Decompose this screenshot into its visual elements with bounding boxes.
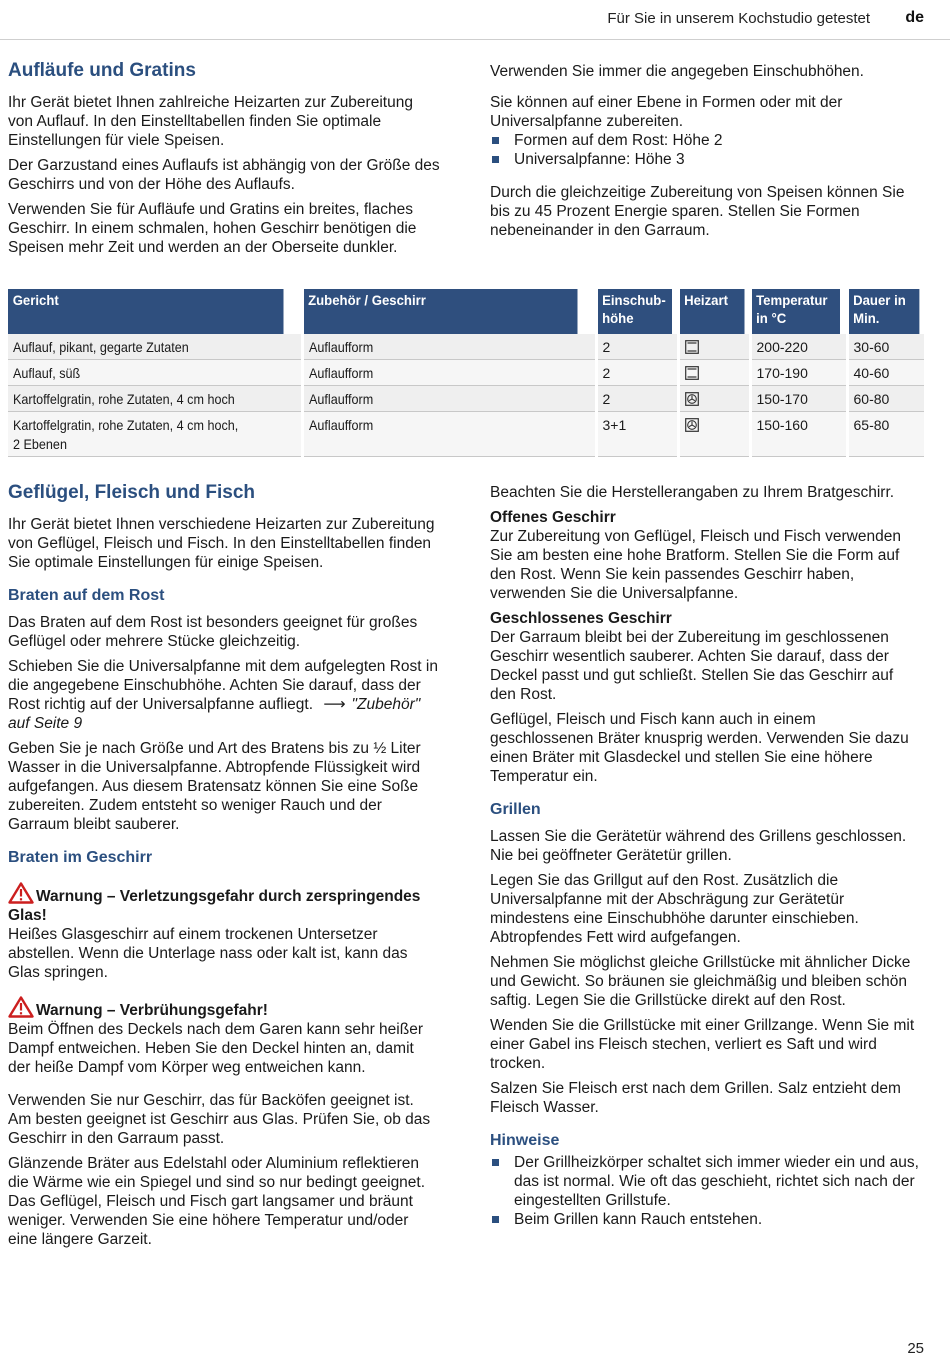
table-row — [8, 360, 924, 386]
list-item: Universalpfanne: Höhe 3 — [490, 150, 922, 169]
warning-triangle-icon — [8, 882, 34, 904]
cell-accessory — [302, 386, 596, 412]
cell-level: 2 — [596, 334, 678, 360]
cell-dish — [8, 412, 302, 457]
accessory-text: Auflaufform — [308, 417, 373, 433]
table-row — [8, 386, 924, 412]
paragraph: Der Garzustand eines Auflaufs ist abhängig von der Größe des Geschirrs und von der Höhe des Auflaufs. — [8, 157, 440, 193]
paragraph-text: Schieben Sie die Universalpfanne mit dem aufgelegten Rost in die angegebene Einschubhöhe. Achten Sie darauf, dass der Rost richtig auf der Universalpfanne aufliegt. — [8, 658, 438, 713]
arrow-right-icon: ⟶ — [323, 696, 346, 713]
paragraph: Das Braten auf dem Rost ist besonders geeignet für großes Geflügel oder mehrere Stücke gleichzeitig. — [8, 614, 418, 650]
header-line: Temperatur — [756, 292, 828, 308]
paragraph: Zur Zubereitung von Geflügel, Fleisch und Fisch verwenden Sie am besten eine hohe Bratform. Stellen Sie die Form auf den Rost. Wenn Sie kein passendes Geschirr haben, verwenden Sie die Universalpfanne. — [490, 528, 901, 602]
subheading-grillen: Grillen — [490, 801, 541, 818]
paragraph: Ihr Gerät bietet Ihnen zahlreiche Heizarten zur Zubereitung von Auflauf. In den Einstelltabellen finden Sie optimale Einstellungen für viele Speisen. — [8, 94, 413, 149]
cell-heat — [678, 334, 750, 360]
warning-block — [8, 882, 440, 982]
subheading-geschlossenes-geschirr: Geschlossenes Geschirr — [490, 610, 672, 627]
table-row — [8, 412, 924, 457]
accessory-text: Auflaufform — [308, 391, 373, 407]
paragraph: Glänzende Bräter aus Edelstahl oder Aluminium reflektieren die Wärme wie ein Spiegel und sind so nur bedingt geeignet. Das Geflügel, Fleisch und Fisch gart langsamer und bräunt weniger. Verwenden Sie eine höhere Temperatur und/oder eine längere Garzeit. — [8, 1155, 426, 1248]
dish-text: Auflauf, süß — [13, 365, 81, 381]
cell-level: 2 — [596, 386, 678, 412]
header-title: Für Sie in unserem Kochstudio getestet — [607, 10, 870, 27]
cell-dish — [8, 360, 302, 386]
warning-title — [8, 996, 440, 1020]
top-bottom-heat-icon — [685, 366, 699, 380]
cell-level: 2 — [596, 360, 678, 386]
cell-accessory — [302, 412, 596, 457]
cell-duration: 60-80 — [847, 386, 924, 412]
dish-text: 2 Ebenen — [13, 436, 67, 452]
table-row — [8, 334, 924, 360]
paragraph: Der Garraum bleibt bei der Zubereitung im geschlossenen Geschirr wesentlich sauberer. Achten Sie darauf, dass der Deckel passt und gut schließt. Stellen Sie das Geschirr auf den Rost. — [490, 629, 894, 703]
paragraph: Ihr Gerät bietet Ihnen verschiedene Heizarten zur Zubereitung von Geflügel, Fleisch und Fisch. In den Einstelltabellen finden Sie optimale Einstellungen für einige Speisen. — [8, 516, 435, 571]
section-aufl-right — [490, 62, 922, 246]
paragraph — [8, 657, 440, 733]
warning-title — [8, 882, 440, 925]
header-divider — [0, 39, 950, 40]
header-line: Min. — [853, 310, 880, 326]
cell-duration: 40-60 — [847, 360, 924, 386]
list-item: Beim Grillen kann Rauch entstehen. — [490, 1210, 922, 1229]
paragraph: Geflügel, Fleisch und Fisch kann auch in einem geschlossenen Bräter knusprig werden. Verwenden Sie dazu einen Bräter mit Glasdeckel und stellen Sie eine höhere Temperatur ein. — [490, 711, 909, 785]
dish-text: Auflauf, pikant, gegarte Zutaten — [13, 339, 189, 355]
cell-temperature: 150-160 — [750, 412, 847, 457]
cell-temperature: 170-190 — [750, 360, 847, 386]
cell-temperature: 150-170 — [750, 386, 847, 412]
accessory-text: Auflaufform — [308, 339, 373, 355]
col-header-temperatur — [750, 289, 841, 334]
cell-heat — [678, 412, 750, 457]
paragraph: Lassen Sie die Gerätetür während des Grillens geschlossen. Nie bei geöffneter Gerätetür grillen. — [490, 828, 907, 864]
cell-temperature: 200-220 — [750, 334, 847, 360]
page-number: 25 — [907, 1340, 924, 1357]
cell-accessory — [302, 360, 596, 386]
col-header-zubehoer: Zubehör / Geschirr — [302, 289, 578, 334]
cell-level: 3+1 — [596, 412, 678, 457]
list-item: Formen auf dem Rost: Höhe 2 — [490, 131, 922, 150]
paragraph: Verwenden Sie immer die angegeben Einschubhöhen. — [490, 63, 864, 80]
settings-table — [8, 289, 924, 457]
subheading-braten-geschirr: Braten im Geschirr — [8, 849, 153, 866]
list-item: Der Grillheizkörper schaltet sich immer wieder ein und aus, das ist normal. Wie oft das geschieht, richtet sich nach der eingestellten Grillstufe. — [490, 1153, 922, 1210]
header-line: Einschub- — [602, 292, 666, 308]
section-title-auflaeufe: Aufläufe und Gratins — [8, 60, 196, 81]
paragraph: Legen Sie das Grillgut auf den Rost. Zusätzlich die Universalpfanne mit der Abschrägung zur Gerätetür mindestens eine Einschubhöhe darunter einschieben. Abtropfendes Fett wird aufgefangen. — [490, 872, 859, 946]
paragraph: Nehmen Sie möglichst gleiche Grillstücke mit ähnlicher Dicke und Gewicht. So bräunen sie gleichmäßig und bleiben schön saftig. Legen Sie die Grillstücke direkt auf den Rost. — [490, 954, 911, 1009]
table-header-row — [8, 289, 924, 334]
bullet-list — [490, 131, 922, 169]
cell-accessory — [302, 334, 596, 360]
cross-reference-text: "Zubehör" auf Seite 9 — [8, 696, 421, 732]
warning-text: Beim Öffnen des Deckels nach dem Garen kann sehr heißer Dampf entweichen. Heben Sie den Deckel hinten an, damit der heiße Dampf vom Körper weg entweichen kann. — [8, 1021, 423, 1076]
accessory-text: Auflaufform — [308, 365, 373, 381]
cell-duration: 30-60 — [847, 334, 924, 360]
cell-dish — [8, 334, 302, 360]
warning-triangle-icon — [8, 996, 34, 1018]
hot-air-icon — [685, 418, 699, 432]
warning-title-text: Warnung – Verbrühungsgefahr! — [36, 1002, 268, 1019]
section-aufl-left — [8, 60, 440, 263]
header-line: höhe — [602, 310, 634, 326]
paragraph: Beachten Sie die Herstellerangaben zu Ihrem Bratgeschirr. — [490, 484, 895, 501]
section-gefluegel-left — [8, 482, 440, 1255]
cell-heat — [678, 386, 750, 412]
col-header-gericht: Gericht — [8, 289, 284, 334]
col-header-einschub — [596, 289, 673, 334]
paragraph: Verwenden Sie für Aufläufe und Gratins ein breites, flaches Geschirr. In einem schmalen, hohen Geschirr benötigen die Speisen mehr Zeit und werden an der Oberseite dunkler. — [8, 201, 417, 256]
subheading-hinweise: Hinweise — [490, 1132, 560, 1149]
paragraph: Wenden Sie die Grillstücke mit einer Grillzange. Wenn Sie mit einer Gabel ins Fleisch stechen, verliert es Saft und wird trocken. — [490, 1017, 915, 1072]
warning-block — [8, 996, 440, 1077]
language-code: de — [905, 9, 924, 26]
subheading-offenes-geschirr: Offenes Geschirr — [490, 509, 616, 526]
cell-duration: 65-80 — [847, 412, 924, 457]
col-header-dauer — [847, 289, 919, 334]
paragraph: Salzen Sie Fleisch erst nach dem Grillen. Salz entzieht dem Fleisch Wasser. — [490, 1080, 901, 1116]
cell-heat — [678, 360, 750, 386]
hinweise-list — [490, 1153, 922, 1229]
paragraph: Geben Sie je nach Größe und Art des Bratens bis zu ½ Liter Wasser in die Universalpfanne. Abtropfende Flüssigkeit wird aufgefangen. Aus diesem Bratensatz können Sie eine Soße zubereiten. Zudem entsteht so weniger Rauch und der Garraum bleibt sauberer. — [8, 740, 421, 833]
header-line: Dauer in — [853, 292, 906, 308]
paragraph: Verwenden Sie nur Geschirr, das für Backöfen geeignet ist. Am besten geeignet ist Geschirr aus Glas. Prüfen Sie, ob das Geschirr in den Garraum passt. — [8, 1092, 431, 1147]
top-bottom-heat-icon — [685, 340, 699, 354]
cell-dish — [8, 386, 302, 412]
paragraph: Durch die gleichzeitige Zubereitung von Speisen können Sie bis zu 45 Prozent Energie sparen. Stellen Sie Formen nebeneinander in den Garraum. — [490, 184, 905, 239]
hot-air-icon — [685, 392, 699, 406]
header-line: in °C — [756, 310, 787, 326]
warning-text: Heißes Glasgeschirr auf einem trockenen Untersetzer abstellen. Wenn die Unterlage nass oder kalt ist, kann das Glas springen. — [8, 926, 408, 981]
dish-text: Kartoffelgratin, rohe Zutaten, 4 cm hoch — [13, 391, 235, 407]
section-title-gefluegel: Geflügel, Fleisch und Fisch — [8, 482, 256, 503]
page-header — [0, 0, 950, 38]
warning-title-text: Warnung – Verletzungsgefahr durch zerspringendes Glas! — [8, 888, 421, 924]
col-header-heizart: Heizart — [678, 289, 746, 334]
section-gefluegel-right — [490, 483, 922, 1243]
subheading-braten-rost: Braten auf dem Rost — [8, 587, 165, 604]
dish-text: Kartoffelgratin, rohe Zutaten, 4 cm hoch, — [13, 417, 239, 433]
paragraph: Sie können auf einer Ebene in Formen oder mit der Universalpfanne zubereiten. — [490, 94, 843, 130]
